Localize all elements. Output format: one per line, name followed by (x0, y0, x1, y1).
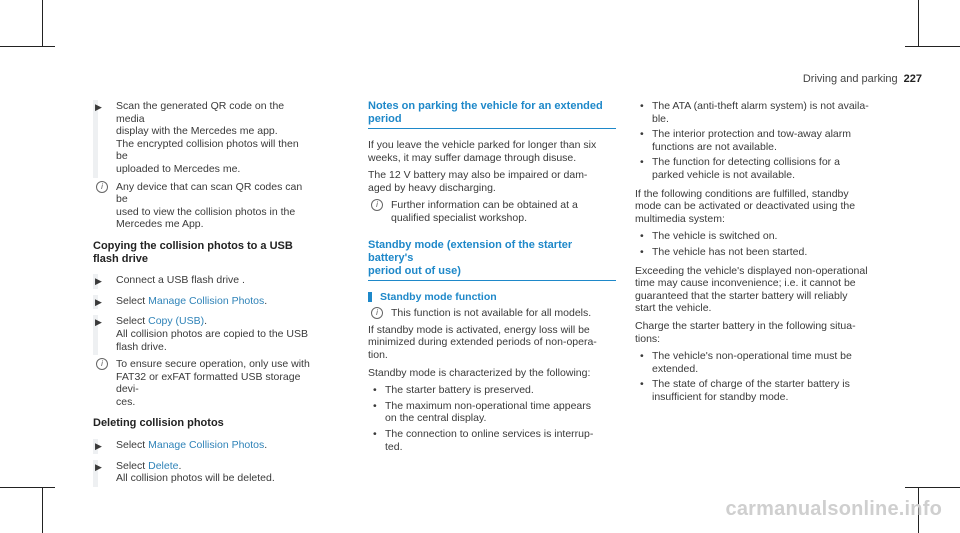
paragraph: Standby mode is characterized by the following: (368, 366, 591, 379)
text-line: Exceeding the vehicle's displayed non-operational (635, 264, 868, 277)
text-line: flash drive. (116, 340, 167, 353)
bullet-icon: • (640, 245, 644, 258)
text-line: used to view the collision photos in the (116, 205, 296, 218)
text-line: The interior protection and tow-away alarm (652, 128, 852, 141)
text-line: weeks, it may suffer damage through disuse. (368, 151, 577, 164)
bullet-icon: • (373, 399, 377, 412)
text-line: The encrypted collision photos will then be (116, 137, 299, 163)
step-arrow-icon: ▶ (95, 317, 102, 328)
bullet-list (368, 384, 616, 453)
text-line: If the following conditions are fulfilled, standby (635, 187, 849, 200)
crop-mark (0, 487, 55, 488)
text-line: display with the Mercedes me app. (116, 125, 278, 138)
text-line: The vehicle's non-operational time must be (652, 350, 852, 363)
list-item (635, 156, 897, 181)
text-line: Charge the starter battery in the following situa- (635, 319, 856, 332)
bullet-icon: • (373, 384, 377, 397)
step-select-manage (93, 295, 311, 308)
bullet-icon: • (640, 350, 644, 363)
text-line: tion. (368, 348, 388, 361)
text-line: mode can be activated or deactivated using the (635, 200, 856, 213)
info-note-specialist (368, 199, 616, 224)
text-line: Further information can be obtained at a (391, 199, 578, 212)
info-icon: i (371, 307, 383, 319)
text-line: on the central display. (385, 412, 487, 425)
heading-extended-parking (368, 100, 616, 129)
column-left (93, 100, 311, 490)
text-line: The function for detecting collisions for a (652, 156, 840, 169)
text-line: time may cause inconvenience; i.e. it cannot be (635, 277, 856, 290)
paragraph (635, 265, 897, 315)
text-line: All collision photos will be deleted. (116, 472, 275, 485)
paragraph (635, 320, 897, 345)
bullet-icon: • (640, 230, 644, 243)
bullet-icon: • (373, 427, 377, 440)
paragraph (635, 188, 897, 226)
text: . (204, 315, 208, 328)
heading-delete-photos: Deleting collision photos (93, 417, 224, 430)
heading-line: period out of use) (368, 264, 461, 277)
text-line: ces. (116, 395, 136, 408)
text-line: Scan the generated QR code on the media (116, 100, 285, 125)
info-icon: i (371, 199, 383, 211)
text-line: aged by heavy discharging. (368, 181, 496, 194)
text-line: parked vehicle is not available. (652, 168, 796, 181)
step-arrow-icon: ▶ (95, 441, 102, 452)
text-line: insufficient for standby mode. (652, 390, 789, 403)
text: Select (116, 294, 149, 307)
list-item (368, 428, 616, 453)
menu-link-manage-collision-photos: Manage Collision Photos (148, 439, 265, 452)
text-line: The maximum non-operational time appears (385, 399, 592, 412)
text-line: FAT32 or exFAT formatted USB storage devi- (116, 370, 301, 396)
text-line: multimedia system: (635, 212, 725, 225)
list-item (635, 230, 897, 243)
list-item (368, 384, 616, 397)
info-note-usb-format (93, 358, 311, 408)
crop-mark (905, 46, 960, 47)
list-item (635, 246, 897, 259)
heading-copy-usb: Copying the collision photos to a USB flash drive (93, 239, 293, 265)
text-line: The state of charge of the starter battery is (652, 378, 850, 391)
menu-link-delete: Delete (148, 459, 179, 472)
page-header (803, 73, 922, 85)
text-line: This function is not available for all models. (391, 307, 592, 320)
text-line: extended. (652, 362, 699, 375)
text-line: ted. (385, 440, 403, 453)
paragraph (368, 324, 616, 362)
text-line: The ATA (anti-theft alarm system) is not availa- (652, 100, 869, 112)
subheading-standby-function (368, 291, 616, 304)
crop-mark (918, 0, 919, 46)
text-line: The starter battery is preserved. (385, 384, 534, 397)
step-select-copy (93, 315, 311, 353)
heading-line: Notes on parking the vehicle for an extended (368, 100, 603, 112)
list-item (635, 378, 897, 403)
paragraph (368, 139, 616, 164)
text-line: Any device that can scan QR codes can be (116, 180, 303, 206)
crop-mark (905, 487, 960, 488)
text: Select (116, 439, 149, 452)
text-line: The connection to online services is interrup- (385, 427, 594, 440)
info-note-availability (368, 307, 616, 320)
text-line: functions are not available. (652, 140, 777, 153)
paragraph (368, 169, 616, 194)
text-line: If standby mode is activated, energy loss will be (368, 323, 590, 336)
step-select-manage-2 (93, 439, 311, 452)
text-line: The vehicle is switched on. (652, 230, 778, 243)
subheading-marker (368, 292, 372, 302)
column-right (635, 100, 897, 409)
text: Select (116, 459, 149, 472)
text-line: Mercedes me App. (116, 218, 204, 231)
text-line: All collision photos are copied to the USB (116, 327, 309, 340)
bullet-list (635, 230, 897, 258)
heading-line: Standby mode (extension of the starter battery's (368, 238, 573, 264)
list-item (635, 100, 897, 125)
list-item (635, 128, 897, 153)
crop-mark (0, 46, 55, 47)
text-line: If you leave the vehicle parked for longer than six (368, 139, 597, 151)
menu-link-manage-collision-photos: Manage Collision Photos (148, 294, 265, 307)
text-line: minimized during extended periods of non-opera- (368, 336, 597, 349)
watermark: carmanualsonline.info (725, 498, 942, 520)
bullet-icon: • (640, 100, 644, 112)
text-line: uploaded to Mercedes me. (116, 162, 241, 175)
step-arrow-icon: ▶ (95, 296, 102, 307)
text-line: ble. (652, 112, 669, 125)
info-icon: i (96, 358, 108, 370)
info-note-qr (93, 181, 311, 231)
crop-mark (42, 487, 43, 533)
list-item (368, 400, 616, 425)
text-line: start the vehicle. (635, 302, 712, 315)
bullet-list (635, 100, 897, 182)
section-title: Driving and parking (802, 73, 898, 85)
bullet-icon: • (640, 128, 644, 141)
text-line: guaranteed that the starter battery will reliably (635, 289, 848, 302)
menu-link-copy-usb: Copy (USB) (148, 315, 205, 328)
bullet-list (635, 350, 897, 403)
step-arrow-icon: ▶ (95, 102, 102, 112)
column-middle (368, 100, 616, 459)
bullet-icon: • (640, 378, 644, 391)
step-select-delete (93, 460, 311, 485)
text: . (264, 294, 268, 307)
text: . (178, 459, 182, 472)
text-line: tions: (635, 332, 661, 345)
text-line: The vehicle has not been started. (652, 245, 808, 258)
text: Select (116, 315, 149, 328)
list-item (635, 350, 897, 375)
step-scan-qr (93, 100, 311, 176)
text-line: Connect a USB flash drive . (116, 274, 245, 287)
bullet-icon: • (640, 156, 644, 169)
step-arrow-icon: ▶ (95, 461, 102, 472)
text-line: The 12 V battery may also be impaired or dam- (368, 169, 588, 182)
text-line: To ensure secure operation, only use with (116, 358, 310, 371)
text: . (264, 439, 268, 452)
step-arrow-icon: ▶ (95, 276, 102, 287)
subheading-text: Standby mode function (380, 290, 497, 303)
page-number: 227 (903, 73, 922, 85)
text-line: qualified specialist workshop. (391, 211, 527, 224)
crop-mark (42, 0, 43, 46)
heading-standby-mode (368, 239, 616, 281)
heading-line: period (368, 113, 402, 125)
info-icon: i (96, 181, 108, 193)
step-connect-usb (93, 274, 311, 287)
